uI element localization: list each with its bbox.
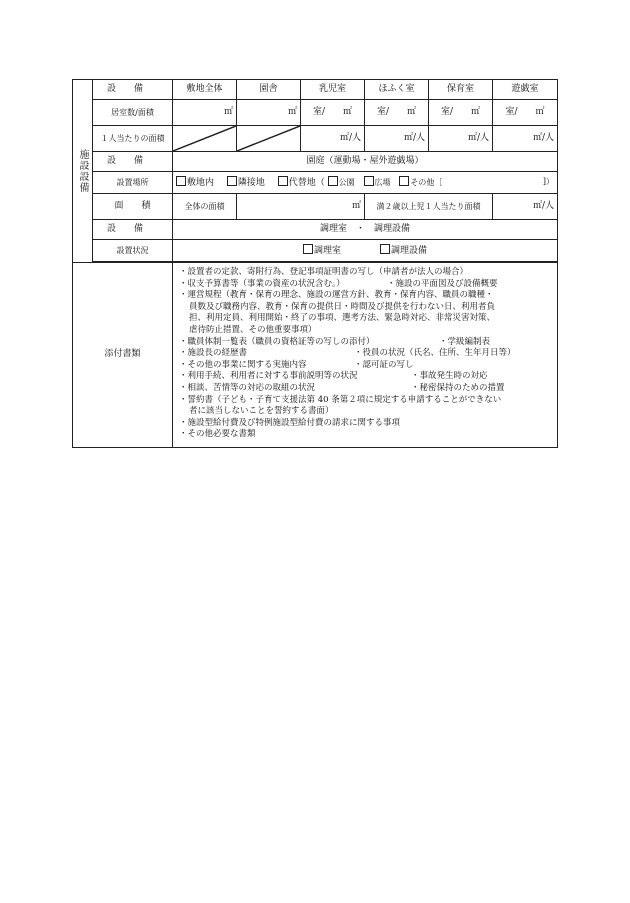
list-item: ・誓約書（子ども・子育て支援法第 40 条第２項に規定する申請することができない — [179, 394, 502, 405]
checkbox-icon[interactable] — [328, 176, 338, 186]
room-header-crawling: ほふく室 — [365, 80, 429, 100]
list-item: 担、利用定員、利用開始・終了の事項、選考方法、緊急時対応、非常災害対策、 — [189, 313, 496, 324]
list-item: ・利用手続、利用者に対する事前説明等の状況 ・事故発生時の対応 — [179, 371, 488, 382]
building-per-person-na — [237, 126, 301, 152]
rooms-area-label: 居室数/面積 — [93, 100, 173, 126]
total-area-label: 全体の面積 — [173, 194, 237, 220]
location-options — [173, 172, 558, 194]
list-item: ・設置者の定款、寄附行為、登記事項証明書の写し（申請者が法人の場合） — [179, 267, 469, 277]
diagonal-strike — [173, 126, 236, 151]
site-area-field[interactable]: ㎡ — [173, 100, 237, 126]
crawling-per-person-field[interactable]: ㎡/人 — [365, 126, 429, 152]
checkbox-icon[interactable] — [364, 176, 374, 186]
facility-table — [72, 79, 558, 448]
area-label: 面 積 — [93, 194, 173, 220]
room-header-building: 園舎 — [237, 80, 301, 100]
room-header-infant: 乳児室 — [301, 80, 365, 100]
room-header-site: 敷地全体 — [173, 80, 237, 100]
equipment-label-garden: 設 備 — [93, 152, 173, 172]
diagonal-strike — [237, 126, 300, 151]
garden-label: 園庭（運動場・屋外遊戯場） — [173, 152, 558, 172]
list-item: 者に該当しないことを誓約する書面） — [189, 406, 334, 417]
option-kitchen-room[interactable]: 調理室 — [303, 246, 341, 256]
list-item: 虐待防止措置、その他重要事項） — [189, 324, 317, 335]
location-close-bracket: ]） — [542, 177, 554, 186]
infant-per-person-field[interactable]: ㎡/人 — [301, 126, 365, 152]
status-label: 設置状況 — [93, 240, 173, 262]
site-per-person-na — [173, 126, 237, 152]
checkbox-icon[interactable] — [278, 176, 288, 186]
play-per-person-field[interactable]: ㎡/人 — [493, 126, 558, 152]
equipment-label-kitchen: 設 備 — [93, 220, 173, 240]
infant-room-area-field[interactable]: 室/ ㎡ — [301, 100, 365, 126]
list-item: ・施設長の経歴書 ・役員の状況（氏名、住所、生年月日等） — [179, 348, 516, 359]
list-item: ・その他必要な書類 — [179, 429, 256, 440]
room-header-nursery: 保育室 — [429, 80, 493, 100]
attachments-list — [173, 263, 558, 448]
checkbox-icon[interactable] — [380, 244, 390, 254]
per-child-area-field[interactable]: ㎡/人 — [493, 194, 558, 220]
nursery-per-person-field[interactable]: ㎡/人 — [429, 126, 493, 152]
list-item: ・相談、苦情等の対応の取組の状況 ・秘密保持のための措置 — [179, 382, 505, 393]
location-label: 設置場所 — [93, 172, 173, 194]
nursery-room-area-field[interactable]: 室/ ㎡ — [429, 100, 493, 126]
list-item: ・運営規程（教育・保育の理念、施設の運営方針、教育・保育内容、職員の職種・ — [179, 290, 494, 301]
per-child-area-label: 満２歳以上児１人当たり面積 — [365, 194, 493, 220]
sub-option-other[interactable]: その他［ — [399, 178, 442, 187]
play-room-area-field[interactable]: 室/ ㎡ — [493, 100, 558, 126]
list-item: ・その他の事業に関する実施内容 ・認可証の写し — [179, 359, 414, 370]
checkbox-icon[interactable] — [303, 244, 313, 254]
crawling-room-area-field[interactable]: 室/ ㎡ — [365, 100, 429, 126]
per-person-area-label: １人当たりの面積 — [93, 126, 173, 152]
option-on-site[interactable]: 敷地内 — [176, 178, 214, 188]
room-header-play: 遊戯室 — [493, 80, 558, 100]
list-item: ・施設型給付費及び特例施設型給付費の請求に関する事項 — [179, 417, 401, 428]
facility-side-label: 施設設備 — [73, 80, 93, 263]
option-alternative[interactable]: 代替地（ — [278, 178, 325, 188]
option-adjacent[interactable]: 隣接地 — [227, 178, 265, 188]
sub-option-park[interactable]: 公園 — [328, 178, 355, 187]
list-item: 員数及び職務内容、教育・保育の提供日・時間及び提供を行わない日、利用者負 — [189, 301, 496, 312]
checkbox-icon[interactable] — [176, 176, 186, 186]
list-item: ・職員体制一覧表（職員の資格証等の写しの添付） ・学級編制表 — [179, 336, 491, 347]
application-form-sheet — [72, 79, 557, 448]
list-item: ・収支予算書等（事業の資産の状況含む。） ・施設の平面図及び設備概要 — [179, 278, 498, 289]
equipment-label: 設 備 — [93, 80, 173, 100]
checkbox-icon[interactable] — [399, 176, 409, 186]
checkbox-icon[interactable] — [227, 176, 237, 186]
sub-option-square[interactable]: 広場 — [364, 178, 391, 187]
total-area-field[interactable]: ㎡ — [237, 194, 365, 220]
cooking-label: 調理室 ・ 調理設備 — [173, 220, 558, 240]
building-area-field[interactable]: ㎡ — [237, 100, 301, 126]
option-kitchen-equipment[interactable]: 調理設備 — [380, 246, 427, 256]
status-options — [173, 240, 558, 262]
attachments-label: 添付書類 — [73, 263, 173, 448]
